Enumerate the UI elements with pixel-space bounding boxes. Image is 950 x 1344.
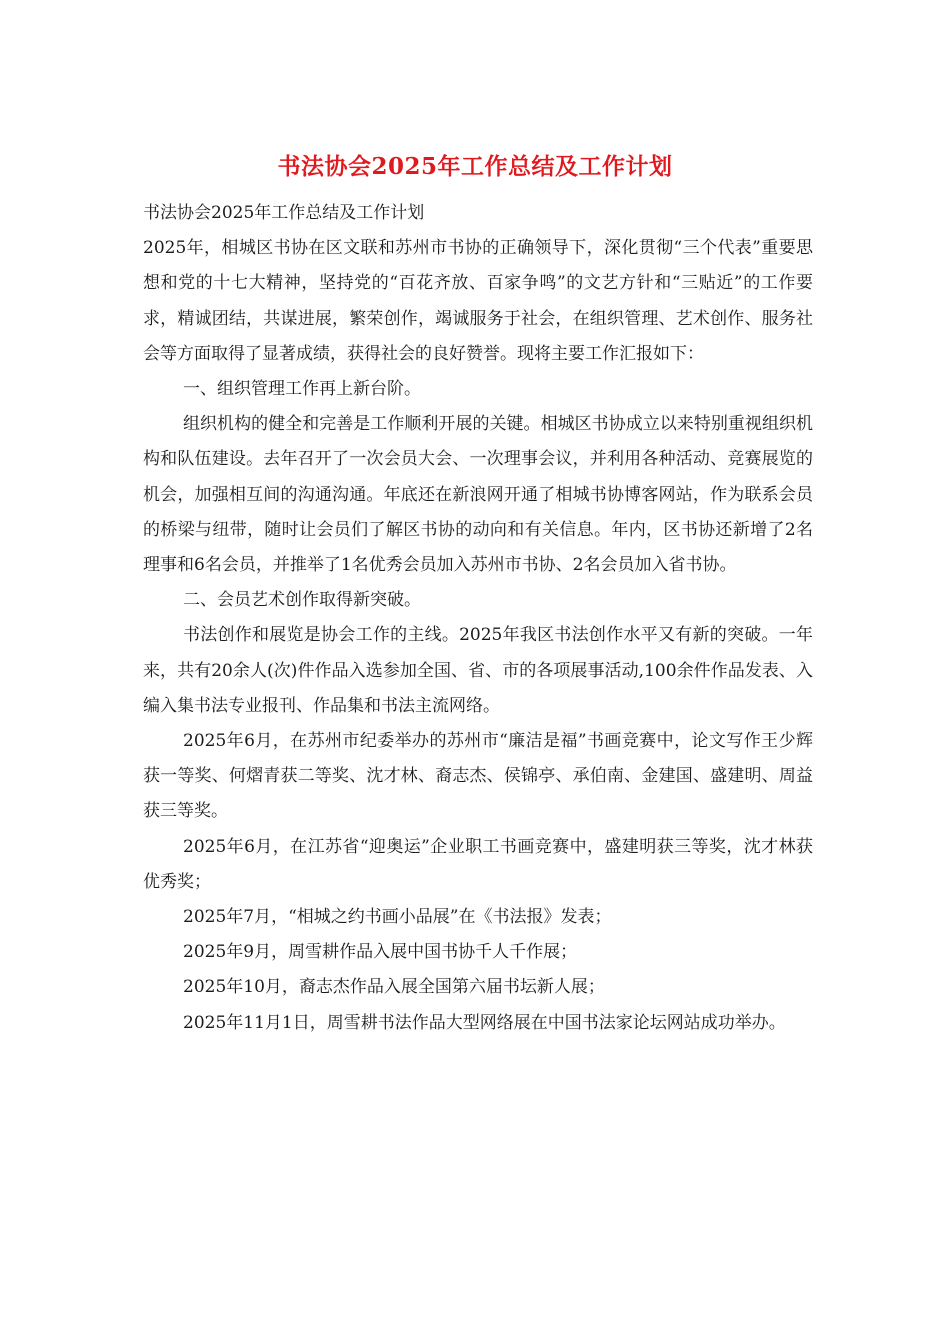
intro-paragraph: 2025年，相城区书协在区文联和苏州市书协的正确领导下，深化贯彻“三个代表”重要思想和党的十七大精神，坚持党的“百花齐放、百家争鸣”的文艺方针和“三贴近”的工作要求，精诚团结，共谋进展，繁荣创作，竭诚服务于社会，在组织管理、艺术创作、服务社会等方面取得了显著成绩，获得社会的良好赞誉。现将主要工作汇报如下： <box>143 238 813 364</box>
subtitle-line: 书法协会2025年工作总结及工作计划 <box>143 203 425 223</box>
award-item-3: 2025年7月，“相城之约书画小品展”在《书法报》发表； <box>183 907 612 928</box>
section-heading-1: 一、组织管理工作再上新台阶。 <box>183 379 421 400</box>
award-item-5: 2025年10月，裔志杰作品入展全国第六届书坛新人展； <box>183 977 605 998</box>
document-body <box>143 196 813 1041</box>
award-item-6: 2025年11月1日，周雪耕书法作品大型网络展在中国书法家论坛网站成功举办。 <box>183 1012 786 1033</box>
award-item-4: 2025年9月，周雪耕作品入展中国书协千人千作展； <box>183 942 578 963</box>
section-2-paragraph: 书法创作和展览是协会工作的主线。2025年我区书法创作水平又有新的突破。一年来，共有20余人(次)件作品入选参加全国、省、市的各项展事活动,100余件作品发表、入编入集书法专业报刊、作品集和书法主流网络。 <box>143 625 813 716</box>
award-item-1: 2025年6月，在苏州市纪委举办的苏州市“廉洁是福”书画竞赛中，论文写作王少辉获一等奖、何熠青获二等奖、沈才林、裔志杰、侯锦亭、承伯南、金建国、盛建明、周益获三等奖。 <box>143 731 813 822</box>
section-heading-2: 二、会员艺术创作取得新突破。 <box>183 590 421 611</box>
section-1-paragraph: 组织机构的健全和完善是工作顺利开展的关键。相城区书协成立以来特别重视组织机构和队伍建设。去年召开了一次会员大会、一次理事会议，并利用各种活动、竞赛展览的机会，加强相互间的沟通沟通。年底还在新浪网开通了相城书协博客网站，作为联系会员的桥梁与纽带，随时让会员们了解区书协的动向和有关信息。年内，区书协还新增了2名理事和6名会员，并推举了1名优秀会员加入苏州市书协、2名会员加入省书协。 <box>143 414 813 576</box>
document-title: 书法协会2025年工作总结及工作计划 <box>277 153 673 180</box>
award-item-2: 2025年6月，在江苏省“迎奥运”企业职工书画竞赛中，盛建明获三等奖，沈才林获优秀奖； <box>143 836 813 892</box>
